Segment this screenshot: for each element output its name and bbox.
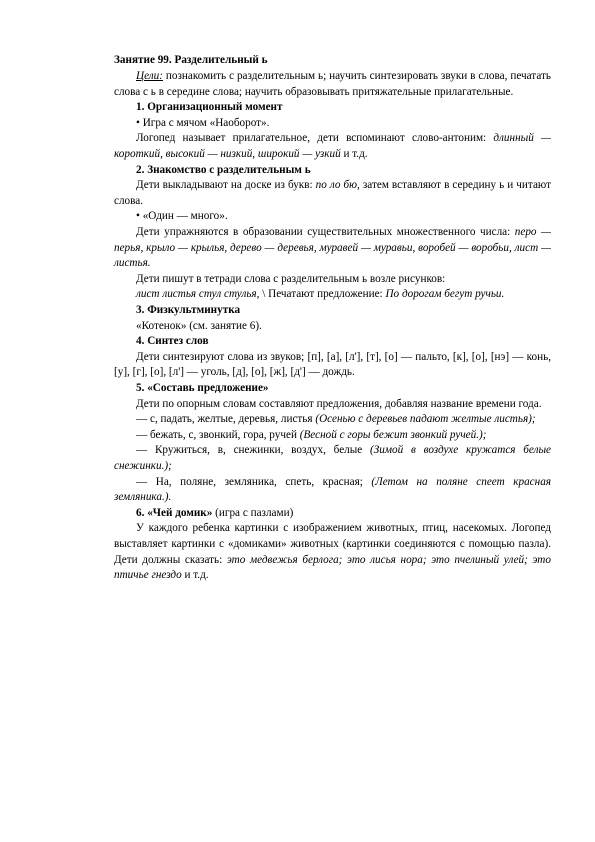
section-1-end: и т.д. <box>340 148 368 161</box>
item-words: — На, поляне, земляника, спеть, красная; <box>136 475 372 488</box>
section-2-t1: Дети выкладывают на доске из букв: <box>136 179 316 192</box>
section-6-text <box>114 521 551 583</box>
section-6-heading-bold: 6. «Чей домик» <box>136 506 213 519</box>
section-1-text <box>114 131 551 162</box>
section-4-heading: 4. Синтез слов <box>136 335 209 348</box>
item-words: — с, падать, желтые, деревья, листья <box>136 413 316 426</box>
section-2-t2-italic: перо — перья, крыло — крылья, дерево — деревья, муравей — муравьи, воробей — воробьи, лист — листья. <box>114 226 551 270</box>
section-2-t2: Дети упражняются в образовании существительных множественного числа: <box>136 226 515 239</box>
document-page <box>114 53 551 584</box>
section-6-heading-rest: (игра с пазлами) <box>212 506 294 519</box>
section-6-t1-end: и т.д. <box>181 569 209 582</box>
section-5-heading: 5. «Составь предложение» <box>136 381 269 394</box>
lesson-goals <box>114 69 551 100</box>
goals-label: Цели: <box>136 70 163 83</box>
section-2-t4: \ Печатают предложение: <box>259 288 386 301</box>
item-words: — Кружиться, в, снежинки, воздух, белые <box>136 444 371 457</box>
lesson-title: Занятие 99. Разделительный ь <box>114 54 268 66</box>
section-2-t1-italic: по ло бю, <box>315 179 360 192</box>
section-1-game: • Игра с мячом «Наоборот». <box>136 116 270 129</box>
section-2-text-4 <box>114 287 551 303</box>
section-3-text: «Котенок» (см. занятие 6). <box>136 319 262 332</box>
section-2-text-2 <box>114 225 551 272</box>
section-2-t4-italic-2: По дорогам бегут ручьи. <box>385 288 505 301</box>
section-3-heading: 3. Физкультминутка <box>136 304 241 316</box>
item-answer: (Весной с горы бежит звонкий ручей.); <box>299 428 487 441</box>
item-answer: (Зимой в воздухе кружатся белые снежинки.); <box>114 444 551 472</box>
section-2-t1-end: затем вставляют в середину ь и читают слова. <box>114 179 552 207</box>
section-5-item <box>114 443 551 474</box>
section-5-item <box>114 475 551 506</box>
section-6-t1: У каждого ребенка картинки с изображением животных, птиц, насекомых. Логопед выставляет картинки с «домиками» животных (картинки соединяются с помощью пазла). Дети должны сказать: <box>114 522 551 566</box>
section-5-item <box>114 412 551 428</box>
item-answer: (Осенью с деревьев падают желтые листья); <box>315 413 536 426</box>
section-1-heading: 1. Организационный момент <box>136 101 283 114</box>
item-answer: (Летом на поляне спеет красная земляника.). <box>114 475 551 504</box>
goals-text: познакомить с разделительным ь; научить синтезировать звуки в слова, печатать слова с ь в середине слова; научить образовывать притяжательные прилагательные. <box>114 70 551 98</box>
section-2-text-3: Дети пишут в тетради слова с разделительным ь возле рисунков: <box>136 272 446 285</box>
section-2-game: • «Один — много». <box>136 210 228 223</box>
section-2-t4-italic: лист листья стул стулья, <box>136 288 260 301</box>
section-6-heading <box>114 506 551 522</box>
item-words: — бежать, с, звонкий, гора, ручей <box>136 428 300 441</box>
section-4-text: Дети синтезируют слова из звуков; [п], [а], [л'], [т], [о] — пальто, [к], [о], [нэ] — конь, [у], [г], [о], [л'] — уголь, [д], [о], [ж], [д'] — дождь. <box>114 350 551 379</box>
section-5-item <box>114 428 551 444</box>
section-1-examples: длинный — короткий, высокий — низкий, широкий — узкий <box>114 132 551 161</box>
section-1-text-plain: Логопед называет прилагательное, дети вспоминают слово-антоним: <box>136 132 494 145</box>
section-2-text-1 <box>114 178 551 209</box>
section-6-t1-italic: это медвежья берлога; это лисья нора; это пчелиный улей; это птичье гнездо <box>114 553 551 582</box>
section-5-text: Дети по опорным словам составляют предложения, добавляя название времени года. <box>136 397 542 410</box>
section-2-heading: 2. Знакомство с разделительным ь <box>136 163 311 176</box>
